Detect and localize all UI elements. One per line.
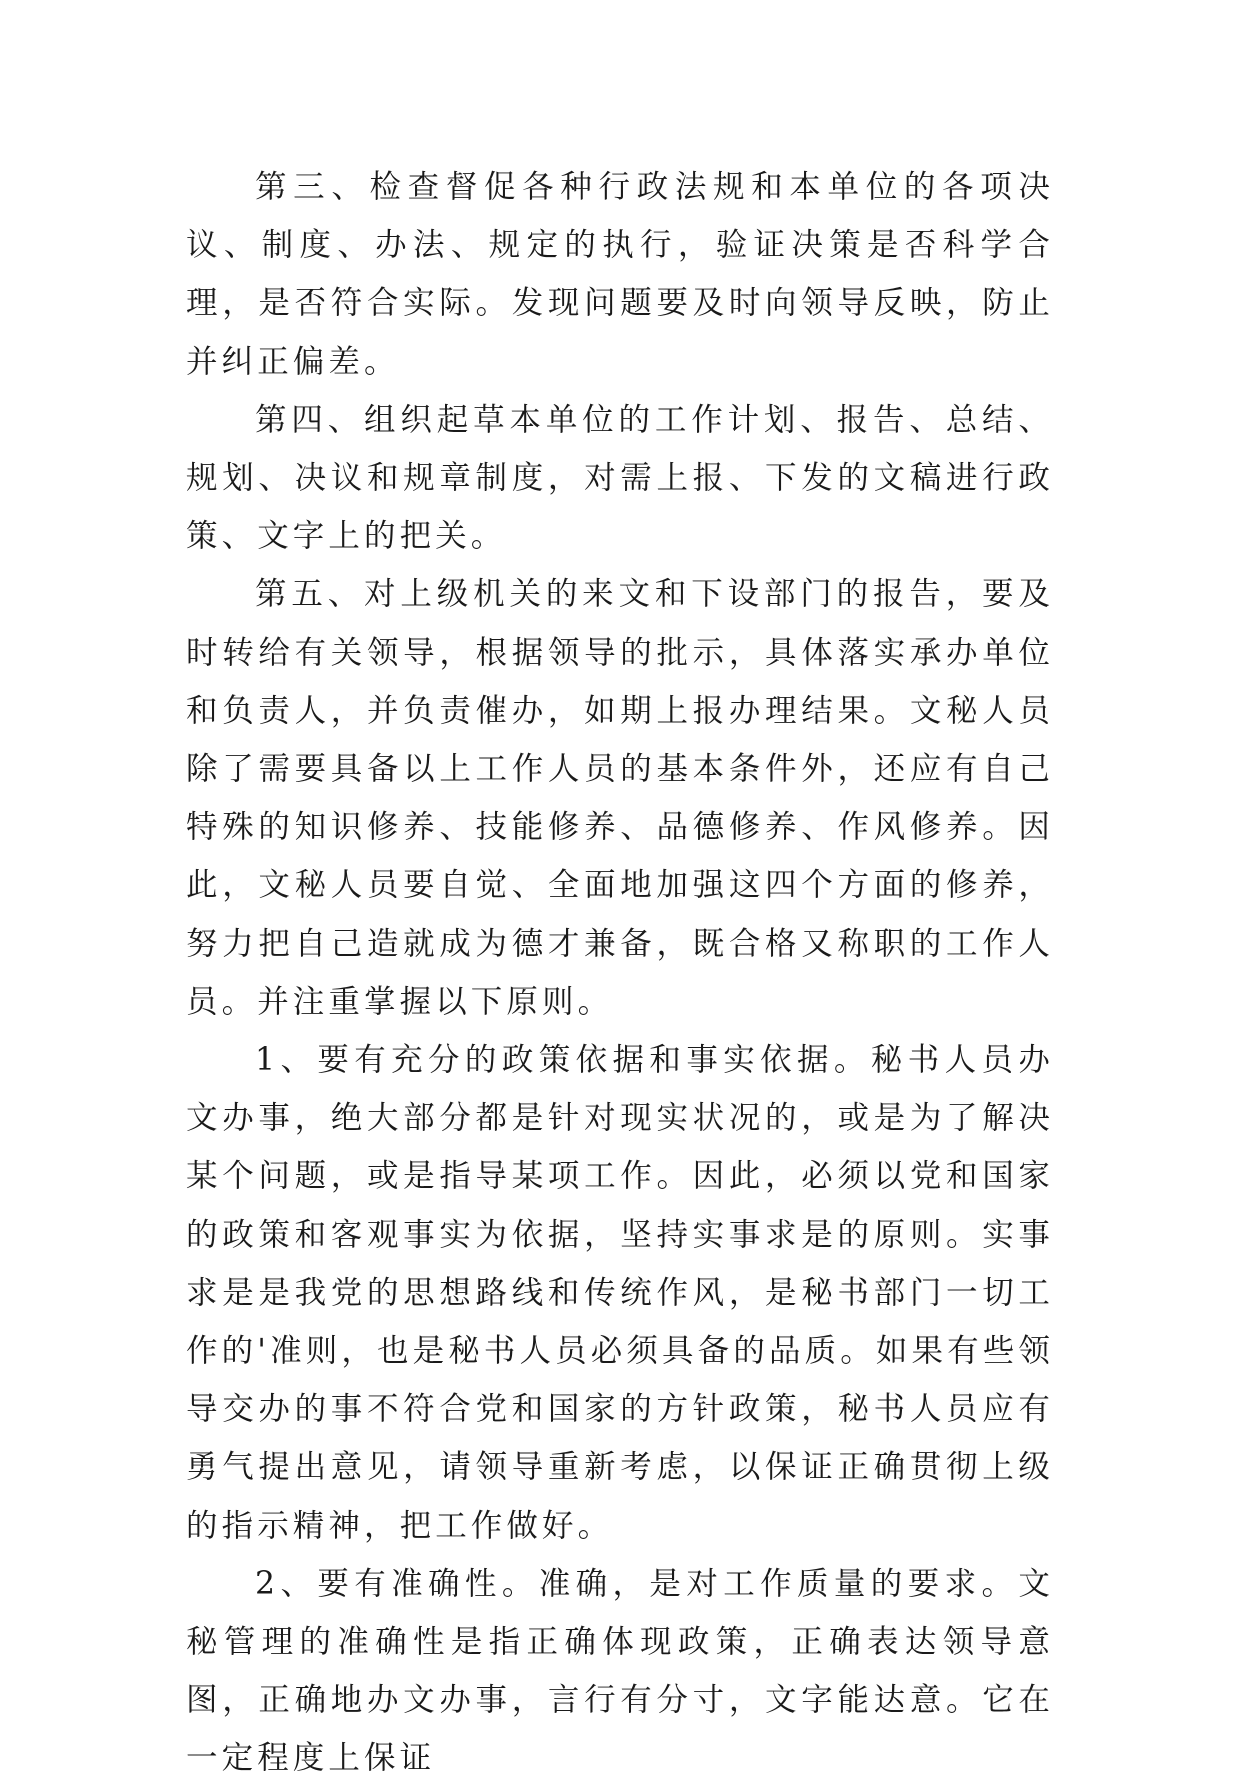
paragraph-section-four: 第四、组织起草本单位的工作计划、报告、总结、规划、决议和规章制度，对需上报、下发的文稿进行政策、文字上的把关。 [186, 401, 1054, 555]
document-body [186, 158, 1054, 1788]
paragraph-section-three: 第三、检查督促各种行政法规和本单位的各项决议、制度、办法、规定的执行，验证决策是否科学合理，是否符合实际。发现问题要及时向领导反映，防止并纠正偏差。 [186, 169, 1054, 380]
paragraph-principle-one: 1、要有充分的政策依据和事实依据。秘书人员办文办事，绝大部分都是针对现实状况的，或是为了解决某个问题，或是指导某项工作。因此，必须以党和国家的政策和客观事实为依据，坚持实事求是的原则。实事求是是我党的思想路线和传统作风，是秘书部门一切工作的'准则，也是秘书人员必须具备的品质。如果有些领导交办的事不符合党和国家的方针政策，秘书人员应有勇气提出意见，请领导重新考虑，以保证正确贯彻上级的指示精神，把工作做好。 [186, 1042, 1054, 1544]
paragraph-principle-two: 2、要有准确性。准确，是对工作质量的要求。文秘管理的准确性是指正确体现政策，正确表达领导意图，正确地办文办事，言行有分寸，文字能达意。它在一定程度上保证 [186, 1565, 1054, 1777]
paragraph-section-five: 第五、对上级机关的来文和下设部门的报告，要及时转给有关领导，根据领导的批示，具体落实承办单位和负责人，并负责催办，如期上报办理结果。文秘人员除了需要具备以上工作人员的基本条件外，还应有自己特殊的知识修养、技能修养、品德修养、作风修养。因此，文秘人员要自觉、全面地加强这四个方面的修养，努力把自己造就成为德才兼备，既合格又称职的工作人员。并注重掌握以下原则。 [186, 576, 1054, 1020]
